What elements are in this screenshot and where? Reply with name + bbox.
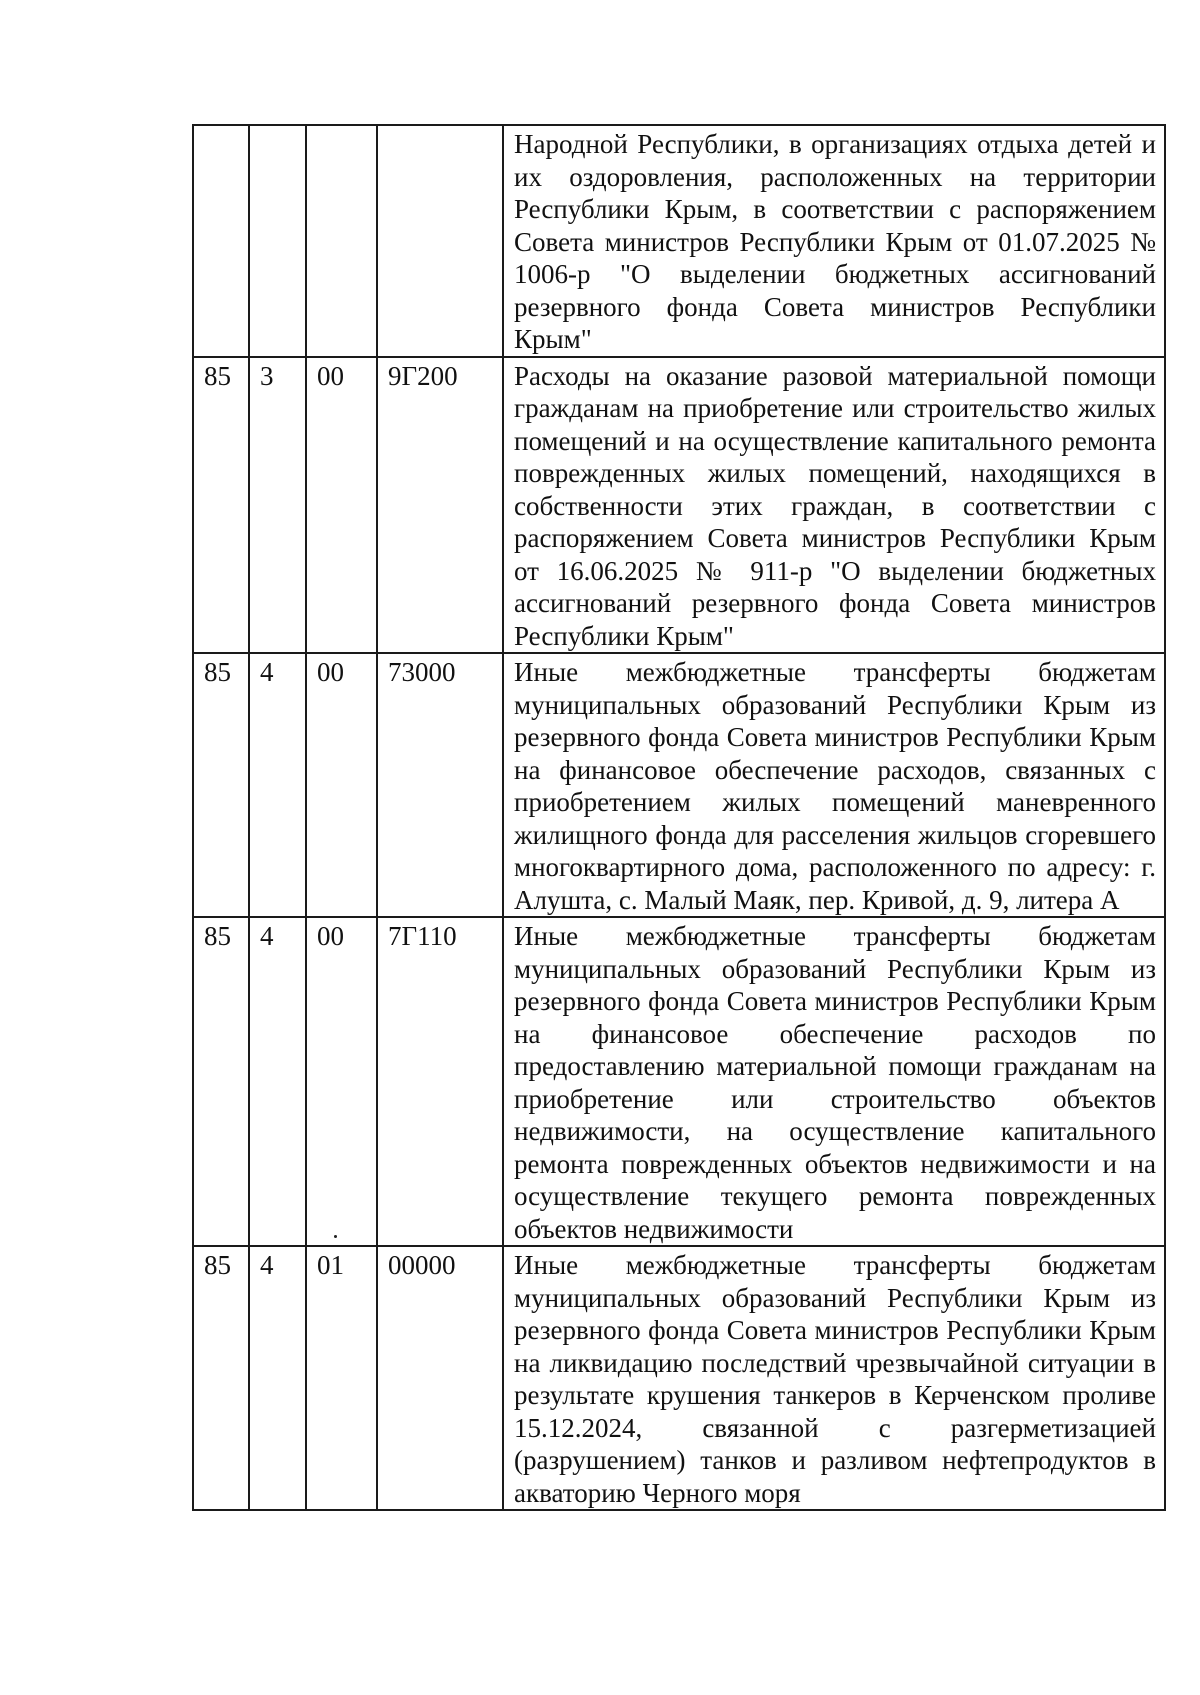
code-part-4 bbox=[377, 125, 503, 357]
table-row bbox=[193, 357, 1165, 654]
code-part-3: 00 bbox=[306, 653, 377, 917]
row-description: Расходы на оказание разовой материальной помощи гражданам на приобретение или строительство жилых помещений и на осуществление капитального ремонта поврежденных жилых помещений, находящихся в собственности этих граждан, в соответствии с распоряжением Совета министров Республики Крым от 16.06.2025 № 911-р "О выделении бюджетных ассигнований резервного фонда Совета министров Республики Крым" bbox=[503, 357, 1165, 654]
code-part-2: 4 bbox=[249, 1246, 306, 1510]
code-part-3: 00 bbox=[306, 357, 377, 654]
code-part-3: 01 bbox=[306, 1246, 377, 1510]
code-part-3 bbox=[306, 125, 377, 357]
row-description: Иные межбюджетные трансферты бюджетам муниципальных образований Республики Крым из резервного фонда Совета министров Республики Крым на финансовое обеспечение расходов по предоставлению материальной помощи гражданам на приобретение или строительство объектов недвижимости, на осуществление капитального ремонта поврежденных объектов недвижимости и на осуществление текущего ремонта поврежденных объектов недвижимости bbox=[503, 917, 1165, 1246]
code-part-2 bbox=[249, 125, 306, 357]
code-part-1: 85 bbox=[193, 653, 249, 917]
code-part-2: 3 bbox=[249, 357, 306, 654]
row-description: Иные межбюджетные трансферты бюджетам муниципальных образований Республики Крым из резервного фонда Совета министров Республики Крым на финансовое обеспечение расходов, связанных с приобретением жилых помещений маневренного жилищного фонда для расселения жильцов сгоревшего многоквартирного дома, расположенного по адресу: г. Алушта, с. Малый Маяк, пер. Кривой, д. 9, литера А bbox=[503, 653, 1165, 917]
code-part-4: 9Г200 bbox=[377, 357, 503, 654]
code-part-1: 85 bbox=[193, 357, 249, 654]
table-row bbox=[193, 917, 1165, 1246]
code-part-3: 00 bbox=[306, 917, 377, 1246]
code-part-1: 85 bbox=[193, 917, 249, 1246]
budget-classification-table bbox=[192, 124, 1166, 1511]
code-part-4: 00000 bbox=[377, 1246, 503, 1510]
code-part-4: 7Г110 bbox=[377, 917, 503, 1246]
table-row bbox=[193, 653, 1165, 917]
row-description: Иные межбюджетные трансферты бюджетам муниципальных образований Республики Крым из резервного фонда Совета министров Республики Крым на ликвидацию последствий чрезвычайной ситуации в результате крушения танкеров в Керченском проливе 15.12.2024, связанной с разгерметизацией (разрушением) танков и разливом нефтепродуктов в акваторию Черного моря bbox=[503, 1246, 1165, 1510]
code-part-1 bbox=[193, 125, 249, 357]
code-part-4: 73000 bbox=[377, 653, 503, 917]
code-part-1: 85 bbox=[193, 1246, 249, 1510]
table-row bbox=[193, 125, 1165, 357]
code-part-2: 4 bbox=[249, 653, 306, 917]
scan-speck bbox=[334, 1235, 337, 1238]
table-row bbox=[193, 1246, 1165, 1510]
code-part-2: 4 bbox=[249, 917, 306, 1246]
row-description: Народной Республики, в организациях отдыха детей и их оздоровления, расположенных на территории Республики Крым, в соответствии с распоряжением Совета министров Республики Крым от 01.07.2025 № 1006-р "О выделении бюджетных ассигнований резервного фонда Совета министров Республики Крым" bbox=[503, 125, 1165, 357]
